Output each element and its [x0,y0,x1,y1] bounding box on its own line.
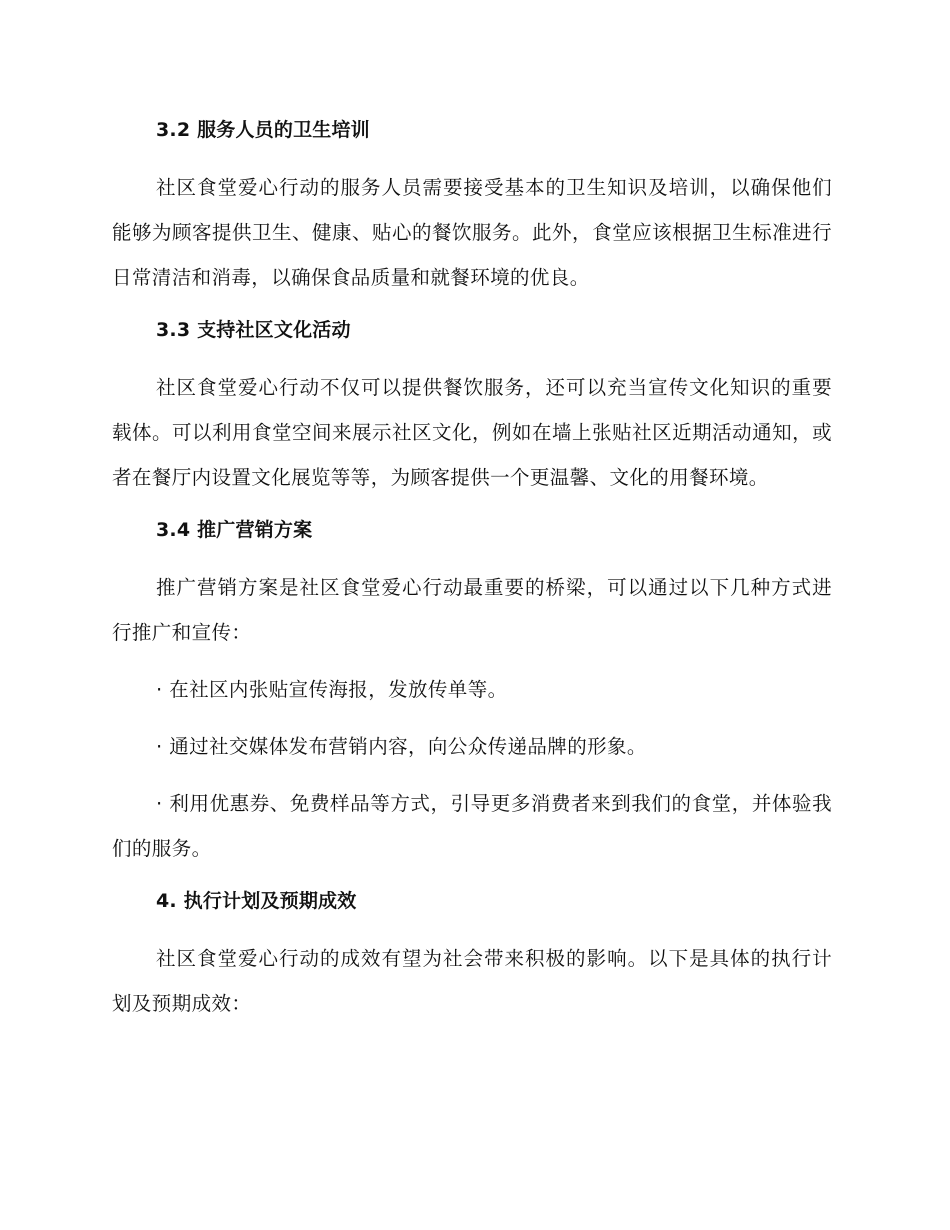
document-page [112,112,832,1026]
section-heading-3-2: 3.2 服务人员的卫生培训 [156,119,370,141]
bullet-item-posters: · 在社区内张贴宣传海报，发放传单等。 [156,678,508,701]
paragraph-hygiene-training: 社区食堂爱心行动的服务人员需要接受基本的卫生知识及培训，以确保他们能够为顾客提供卫生、健康、贴心的餐饮服务。此外，食堂应该根据卫生标准进行日常清洁和消毒，以确保食品质量和就餐环境的优良。 [112,176,832,289]
paragraph-execution-plan: 社区食堂爱心行动的成效有望为社会带来积极的影响。以下是具体的执行计划及预期成效： [112,947,832,1015]
section-heading-3-4: 3.4 推广营销方案 [156,519,313,541]
section-heading-3-3: 3.3 支持社区文化活动 [156,319,351,341]
bullet-item-coupons: · 利用优惠券、免费样品等方式，引导更多消费者来到我们的食堂，并体验我们的服务。 [112,792,832,860]
section-heading-4: 4. 执行计划及预期成效 [156,890,357,912]
paragraph-community-culture: 社区食堂爱心行动不仅可以提供餐饮服务，还可以充当宣传文化知识的重要载体。可以利用食堂空间来展示社区文化，例如在墙上张贴社区近期活动通知，或者在餐厅内设置文化展览等等，为顾客提供一个更温馨、文化的用餐环境。 [112,376,832,489]
paragraph-promotion-intro: 推广营销方案是社区食堂爱心行动最重要的桥梁，可以通过以下几种方式进行推广和宣传： [112,576,832,644]
bullet-item-social-media: · 通过社交媒体发布营销内容，向公众传递品牌的形象。 [156,735,647,758]
